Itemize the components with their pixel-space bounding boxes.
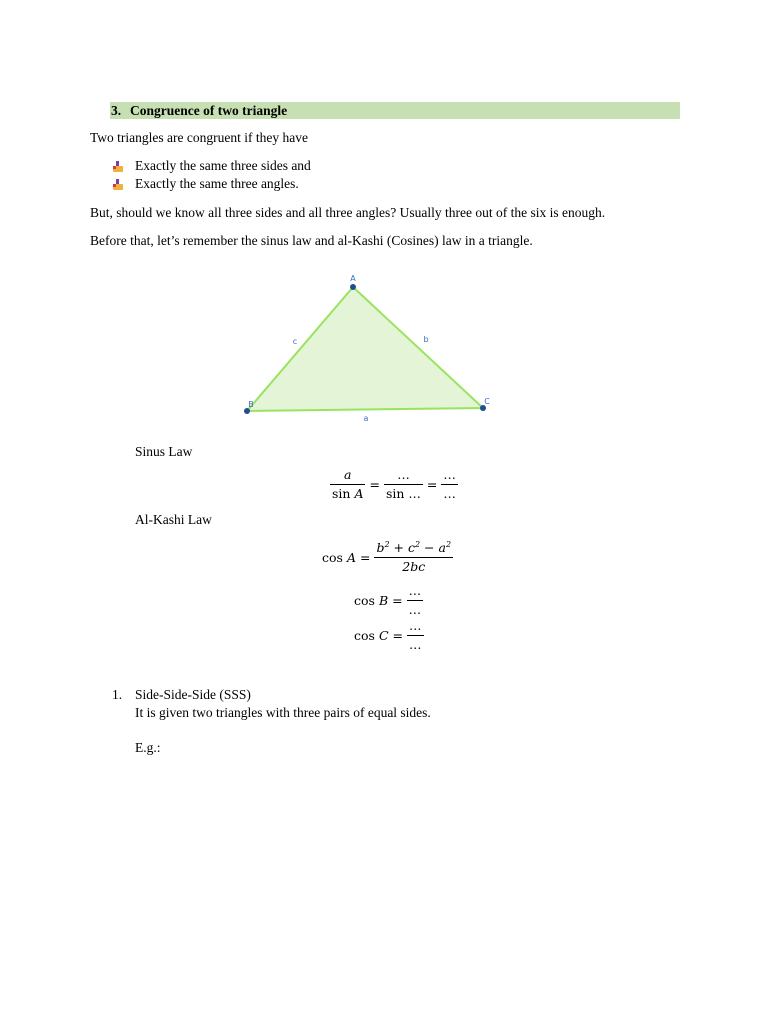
vertex-B-label: B <box>248 400 254 409</box>
fraction-denominator: … <box>409 637 422 652</box>
cosA-formula <box>322 541 453 574</box>
sinus-law-label: Sinus Law <box>135 444 193 459</box>
fraction-numerator: … <box>408 583 422 598</box>
cosB-formula <box>354 584 423 617</box>
cos-fn: cos <box>354 628 375 643</box>
triangle-shape <box>247 287 483 411</box>
section-number: 3. <box>111 103 122 118</box>
fraction-cosA <box>374 541 453 574</box>
equals-sign: = <box>426 477 438 492</box>
intro-text: Two triangles are congruent if they have <box>90 130 308 145</box>
fraction-numerator: … <box>397 467 410 482</box>
fraction-numerator: a <box>344 467 352 482</box>
paragraph-before: Before that, let’s remember the sinus law and al-Kashi (Cosines) law in a triangle. <box>90 233 533 248</box>
hand-pointer-icon <box>112 179 124 191</box>
sinus-law-formula <box>330 468 458 501</box>
fraction-numerator: … <box>409 618 422 633</box>
fraction-numerator-cosA: $b^2 + c^2 - a^2$ <box>376 539 452 555</box>
paragraph-question: But, should we know all three sides and all three angles? Usually three out of the six is enough. <box>90 205 606 220</box>
cos-var: B <box>378 593 389 608</box>
sss-description: It is given two triangles with three pairs of equal sides. <box>135 705 431 720</box>
cos-fn: cos <box>322 550 343 565</box>
side-c-label: c <box>292 337 298 346</box>
cos-var: C <box>378 628 389 643</box>
equals-sign: = <box>392 593 403 608</box>
fraction-denominator: sin … <box>385 486 421 501</box>
fraction-cosC <box>407 619 424 652</box>
equals-sign: = <box>359 550 371 565</box>
vertex-C-label: C <box>484 397 490 406</box>
equals-sign: = <box>392 628 403 643</box>
sss-example: E.g.: <box>135 740 161 755</box>
bullet-icon <box>112 178 124 196</box>
fraction-denominator: … <box>443 486 456 501</box>
cos-fn: cos <box>354 593 375 608</box>
fraction-denominator-fn: sin <box>332 486 351 501</box>
fraction-denominator: 2bc <box>402 559 426 574</box>
hand-pointer-icon <box>112 161 124 173</box>
triangle-figure <box>235 270 505 430</box>
fraction-denominator: … <box>408 602 422 617</box>
fraction-blank-over-sin <box>384 468 423 501</box>
fraction-blank-over-blank <box>441 468 458 501</box>
fraction-cosB <box>407 584 424 617</box>
sss-number: 1. <box>112 687 123 702</box>
cos-var: A <box>346 550 356 565</box>
cosC-formula <box>354 619 424 652</box>
equals-sign: = <box>369 477 380 492</box>
sss-title: Side-Side-Side (SSS) <box>135 687 251 702</box>
kashi-law-label: Al-Kashi Law <box>135 512 212 527</box>
vertex-A-point <box>350 284 356 290</box>
vertex-A-label: A <box>350 274 356 283</box>
fraction-denominator-var: A <box>354 486 364 501</box>
side-a-label: a <box>363 414 369 423</box>
fraction-numerator: … <box>443 467 456 482</box>
bullet-item: Exactly the same three angles. <box>135 176 299 191</box>
bullet-item: Exactly the same three sides and <box>135 158 311 173</box>
section-title: Congruence of two triangle <box>130 103 288 118</box>
fraction-a-over-sinA <box>330 468 365 501</box>
side-b-label: b <box>423 335 429 344</box>
bullet-icon <box>112 160 124 178</box>
